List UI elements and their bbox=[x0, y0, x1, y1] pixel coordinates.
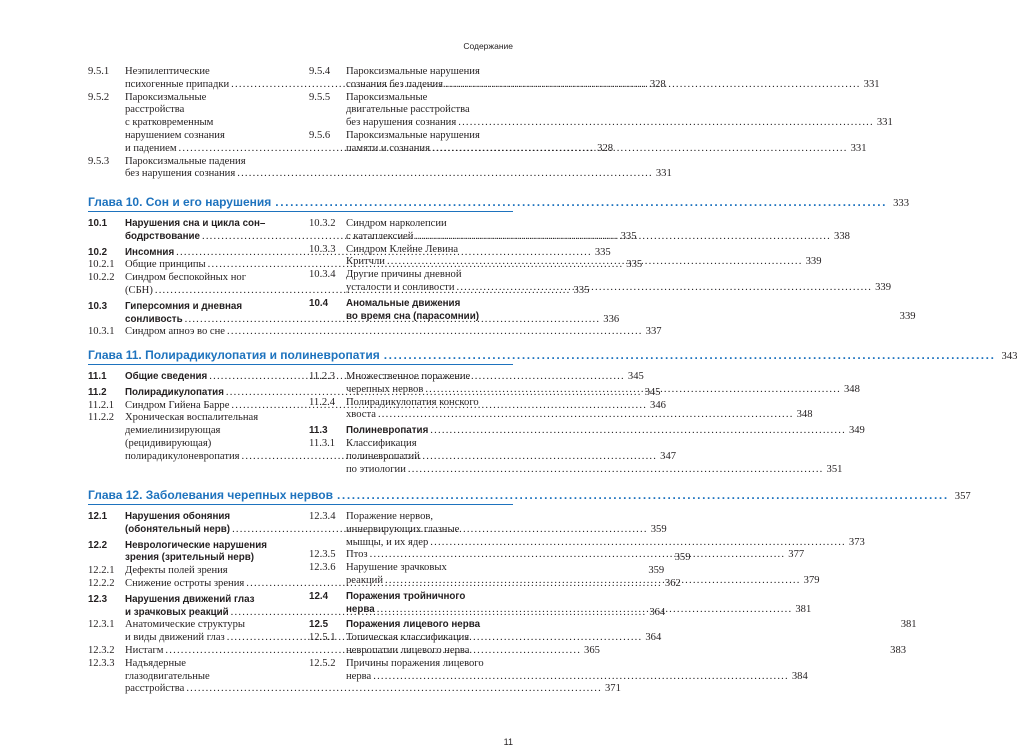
toc-entry-page: 347 bbox=[660, 450, 677, 462]
toc-entry-title: Неэпилептические bbox=[125, 66, 210, 77]
toc-entry[interactable] bbox=[309, 91, 893, 130]
toc-entry-title: Снижение остроты зрения bbox=[125, 577, 245, 589]
toc-entry-title: нерва bbox=[346, 603, 375, 615]
toc-entry-page: 381 bbox=[900, 619, 917, 631]
chapter-page: 343 bbox=[1001, 351, 1017, 362]
toc-entry-number: 10.3.4 bbox=[309, 269, 336, 281]
toc-entry-title: Поражение нервов, bbox=[346, 511, 434, 522]
toc-entry-page: 362 bbox=[664, 577, 681, 589]
toc-entry-page: 348 bbox=[796, 409, 813, 421]
toc-entry-number: 10.4 bbox=[309, 297, 329, 309]
toc-entry-number: 11.2.3 bbox=[309, 371, 336, 382]
toc-entry-number: 10.2 bbox=[88, 246, 108, 258]
toc-entry-title: Нарушение зрачковых bbox=[346, 562, 447, 574]
toc-entry-number: 10.3 bbox=[88, 300, 108, 312]
toc-entry-page: 331 bbox=[863, 78, 880, 90]
toc-entry-number: 9.5.3 bbox=[88, 155, 110, 167]
toc-entry-title: и падением bbox=[125, 142, 177, 154]
toc-entry-title: Пароксизмальные нарушения bbox=[346, 66, 480, 77]
chapter-heading[interactable] bbox=[88, 348, 1017, 365]
toc-entry-page: 379 bbox=[803, 574, 820, 586]
toc-entry-title: с катаплексией bbox=[346, 230, 414, 242]
toc-entry-title: нарушением сознания bbox=[125, 129, 225, 141]
toc-entry-title: мышцы, и их ядер bbox=[346, 536, 429, 548]
chapter-12 bbox=[88, 488, 971, 696]
toc-entry-number: 11.2 bbox=[88, 386, 107, 398]
toc-entry-title: Полирадикулопатия конского bbox=[346, 396, 479, 408]
toc-entry-title: двигательные расстройства bbox=[346, 104, 470, 116]
toc-entry-number: 10.3.3 bbox=[309, 243, 336, 255]
toc-entry-title: памяти и сознания bbox=[346, 142, 430, 154]
toc-entry-number: 12.3.1 bbox=[88, 619, 115, 631]
toc-entry-number: 12.5.2 bbox=[309, 657, 336, 669]
toc-entry[interactable] bbox=[88, 326, 662, 339]
toc-entry-page: 339 bbox=[805, 256, 822, 268]
toc-entry-title: бодрствование bbox=[125, 230, 200, 242]
toc-entry-page: 371 bbox=[604, 683, 621, 695]
toc-entry-title: Птоз bbox=[346, 549, 368, 561]
toc-entry-page: 338 bbox=[834, 230, 850, 242]
toc-entry-title: (рецидивирующая) bbox=[125, 437, 212, 449]
toc-entry[interactable] bbox=[309, 657, 808, 684]
chapter-10 bbox=[88, 195, 916, 339]
toc-entry-page: 346 bbox=[650, 399, 666, 411]
toc-entry-title: Общие принципы bbox=[125, 259, 206, 271]
toc-entry-title: Хроническая воспалительная bbox=[125, 412, 259, 424]
toc-entry-title: Другие причины дневной bbox=[346, 269, 462, 281]
toc-entry-title: глазодвигательные bbox=[125, 670, 210, 682]
toc-entry-title: Синдром беспокойных ног bbox=[125, 272, 247, 284]
toc-entry-title: Нарушения обоняния bbox=[125, 511, 231, 522]
toc-leader bbox=[375, 604, 793, 617]
toc-entry-page: 348 bbox=[843, 383, 860, 395]
toc-entry-title: с кратковременным bbox=[125, 117, 214, 129]
toc-entry-page: 335 bbox=[594, 246, 611, 258]
toc-entry-title: сознания без падения bbox=[346, 78, 444, 90]
toc-entry-title: Надъядерные bbox=[125, 657, 186, 669]
toc-entry-title: полиневропатий bbox=[346, 450, 420, 462]
toc-entry-title: расстройства bbox=[125, 104, 185, 116]
toc-leader bbox=[406, 464, 824, 477]
toc-entry-title: Критчли bbox=[346, 256, 385, 268]
toc-entry[interactable] bbox=[88, 155, 672, 182]
toc-entry-number: 10.2.1 bbox=[88, 259, 115, 271]
toc-entry-title: Синдром апноэ во сне bbox=[125, 326, 226, 338]
chapter-title: Глава 11. Полирадикулопатия и полиневропатия bbox=[88, 348, 380, 362]
toc-entry-title: (обонятельный нерв) bbox=[125, 523, 231, 535]
toc-entry-page: 365 bbox=[584, 644, 600, 656]
chapter-heading[interactable] bbox=[88, 195, 909, 212]
toc-leader bbox=[383, 575, 801, 588]
toc-leader bbox=[368, 549, 786, 562]
chapter-11 bbox=[88, 348, 1017, 476]
toc-entry-title: Нарушения сна и цикла сон– bbox=[125, 218, 266, 229]
toc-entry-number: 9.5.6 bbox=[309, 129, 331, 141]
toc-entry-title: Топическая классификация bbox=[346, 632, 470, 644]
toc-entry-number: 12.3.2 bbox=[88, 644, 115, 656]
chapter-leader bbox=[333, 488, 949, 502]
toc-entry-page: 359 bbox=[674, 552, 691, 564]
toc-entry-title: Дефекты полей зрения bbox=[125, 565, 228, 577]
toc-entry-page: 331 bbox=[850, 142, 867, 154]
toc-entry-title: полирадикулоневропатия bbox=[125, 450, 240, 462]
toc-entry-title: Причины поражения лицевого bbox=[346, 657, 484, 669]
toc-entry-title: Нарушения движений глаз bbox=[125, 593, 255, 605]
toc-entry-title: расстройства bbox=[125, 683, 185, 695]
toc-entry-title: по этиологии bbox=[346, 463, 406, 475]
toc-entry-title: Поражения тройничного bbox=[346, 590, 466, 602]
toc-entry-title: (СБН) bbox=[125, 284, 153, 296]
toc-entry-title: без нарушения сознания bbox=[125, 168, 236, 180]
toc-entry-title: усталости и сонливости bbox=[346, 281, 455, 293]
toc-entry-title: Синдром нарколепсии bbox=[346, 218, 447, 229]
toc-entry-title: Пароксизмальные падения bbox=[125, 155, 246, 167]
toc-entry-page: 377 bbox=[788, 549, 805, 561]
toc-entry-page: 364 bbox=[649, 606, 666, 618]
toc-entry-title: реакций bbox=[346, 574, 383, 586]
toc-leader bbox=[385, 256, 803, 269]
toc-leader bbox=[428, 537, 846, 550]
toc-entry-number: 12.3.4 bbox=[309, 511, 336, 522]
toc-leader bbox=[376, 409, 794, 422]
toc-entry-page: 331 bbox=[655, 168, 672, 180]
toc-entry-page: 335 bbox=[573, 284, 590, 296]
toc-entry-title: и виды движений глаз bbox=[125, 632, 225, 644]
toc-leader bbox=[428, 425, 846, 438]
toc-entry-title: Инсомния bbox=[125, 246, 175, 258]
toc-entry-title: Классификация bbox=[346, 437, 417, 449]
toc-entry-number: 11.3 bbox=[309, 425, 328, 437]
toc-entry[interactable] bbox=[309, 425, 865, 438]
chapter-title: Глава 10. Сон и его нарушения bbox=[88, 195, 272, 209]
toc-entry-number: 9.5.2 bbox=[88, 91, 110, 103]
toc-entry-title: иннервирующих глазные bbox=[346, 523, 460, 535]
toc-entry-page: 335 bbox=[620, 230, 637, 242]
toc-entry-page: 381 bbox=[795, 603, 812, 615]
toc-entry-title: нерва bbox=[346, 670, 372, 682]
toc-leader bbox=[413, 231, 831, 244]
toc-entry-page: 359 bbox=[650, 523, 667, 535]
toc-entry-number: 12.2.2 bbox=[88, 577, 115, 589]
toc-entry-title: Неврологические нарушения bbox=[125, 539, 267, 551]
toc-entry-title: и зрачковых реакций bbox=[125, 606, 229, 618]
toc-entry-number: 11.2.1 bbox=[88, 399, 115, 411]
toc-entry-page: 339 bbox=[899, 310, 916, 322]
toc-entry-number: 11.2.4 bbox=[309, 396, 336, 408]
toc-entry-number: 9.5.5 bbox=[309, 91, 331, 103]
toc-entry-page: 331 bbox=[876, 117, 893, 129]
toc-leader bbox=[443, 79, 861, 92]
toc-entry-page: 328 bbox=[597, 142, 614, 154]
toc-entry-page: 345 bbox=[627, 371, 644, 382]
chapter-page: 333 bbox=[893, 198, 909, 209]
toc-leader bbox=[454, 282, 872, 295]
toc-entry-title: Анатомические структуры bbox=[125, 619, 245, 631]
toc-leader bbox=[371, 671, 789, 684]
toc-entry-number: 12.3.3 bbox=[88, 657, 115, 669]
toc-entry-number: 11.3.1 bbox=[309, 437, 336, 449]
toc-entry-title: психогенные припадки bbox=[125, 78, 230, 90]
toc-entry-number: 12.2 bbox=[88, 539, 108, 551]
toc-entry-number: 10.3.2 bbox=[309, 218, 336, 229]
toc-entry-number: 12.5.1 bbox=[309, 632, 336, 644]
toc-leader bbox=[430, 143, 848, 156]
toc-entry-page: 373 bbox=[848, 536, 865, 548]
toc-entry-title: Гиперсомния и дневная bbox=[125, 300, 243, 312]
toc-entry-number: 11.1 bbox=[88, 371, 107, 382]
toc-entry-number: 10.2.2 bbox=[88, 272, 115, 284]
toc-entry-title: Полирадикулопатия bbox=[125, 386, 224, 398]
toc-entry-page: 383 bbox=[890, 644, 907, 656]
toc-entry-title: без нарушения сознания bbox=[346, 117, 457, 129]
toc-entry-page: 335 bbox=[626, 259, 643, 271]
section-top bbox=[88, 66, 893, 181]
toc-entry-number: 12.5 bbox=[309, 619, 329, 631]
page-number: 11 bbox=[503, 737, 513, 747]
toc-entry-page: 359 bbox=[648, 565, 665, 577]
toc-entry-number: 12.4 bbox=[309, 590, 329, 602]
toc-entry-page: 339 bbox=[875, 281, 892, 293]
toc-entry[interactable] bbox=[309, 619, 917, 632]
toc-entry-title: Множественное поражение bbox=[346, 371, 471, 382]
toc-entry-page: 364 bbox=[645, 632, 662, 644]
toc-entry-title: Синдром Гийена Барре bbox=[125, 399, 230, 411]
toc-entry-title: невропатии лицевого нерва bbox=[346, 644, 470, 656]
chapter-title: Глава 12. Заболевания черепных нервов bbox=[88, 488, 333, 502]
toc-leader bbox=[456, 117, 874, 130]
toc-entry-number: 9.5.4 bbox=[309, 66, 331, 77]
toc-entry-title: демиелинизирующая bbox=[125, 425, 221, 437]
toc-entry-number: 12.1 bbox=[88, 511, 108, 522]
toc-entry-title: Пароксизмальные bbox=[346, 91, 428, 103]
toc-entry-number: 12.3.6 bbox=[309, 562, 336, 574]
toc-entry-title: зрения (зрительный нерв) bbox=[125, 552, 254, 564]
toc-entry-page: 345 bbox=[644, 386, 661, 398]
chapter-leader bbox=[271, 195, 887, 209]
toc-entry-title: Полиневропатия bbox=[346, 425, 429, 437]
toc-entry-number: 12.3 bbox=[88, 593, 108, 605]
toc-leader bbox=[423, 384, 841, 397]
chapter-heading[interactable] bbox=[88, 488, 971, 505]
toc-entry-page: 336 bbox=[603, 313, 620, 325]
chapter-leader bbox=[380, 348, 996, 362]
toc-entry-number: 10.3.1 bbox=[88, 326, 115, 338]
toc-entry-title: хвоста bbox=[346, 409, 376, 421]
toc-entry-title: Синдром Клейне Левина bbox=[346, 243, 459, 255]
toc-entry-title: Аномальные движения bbox=[346, 297, 461, 309]
toc-entry-page: 351 bbox=[826, 463, 843, 475]
running-head: Содержание bbox=[463, 41, 513, 51]
toc-entry-title: черепных нервов bbox=[346, 383, 424, 395]
toc-entry-title: Пароксизмальные нарушения bbox=[346, 129, 480, 141]
toc-entry-number: 12.2.1 bbox=[88, 565, 115, 577]
toc-entry-page: 337 bbox=[645, 326, 662, 338]
toc-entry-page: 349 bbox=[848, 425, 865, 437]
toc-entry-number: 11.2.2 bbox=[88, 412, 115, 424]
toc-entry-title: Нистагм bbox=[125, 644, 164, 656]
toc-entry-number: 10.1 bbox=[88, 218, 108, 229]
toc-entry-title: Пароксизмальные bbox=[125, 91, 207, 103]
chapter-page: 357 bbox=[954, 491, 971, 502]
toc-entry-title: Общие сведения bbox=[125, 371, 208, 382]
toc-entry-title: Поражения лицевого нерва bbox=[346, 619, 481, 631]
toc-entry-title: сонливость bbox=[125, 313, 183, 325]
toc-entry-number: 12.3.5 bbox=[309, 549, 336, 561]
toc-entry-number: 9.5.1 bbox=[88, 66, 110, 77]
toc-entry-page: 328 bbox=[649, 78, 666, 90]
toc-entry-page: 384 bbox=[791, 670, 808, 682]
toc-entry-title: во время сна (парасомнии) bbox=[346, 310, 479, 322]
